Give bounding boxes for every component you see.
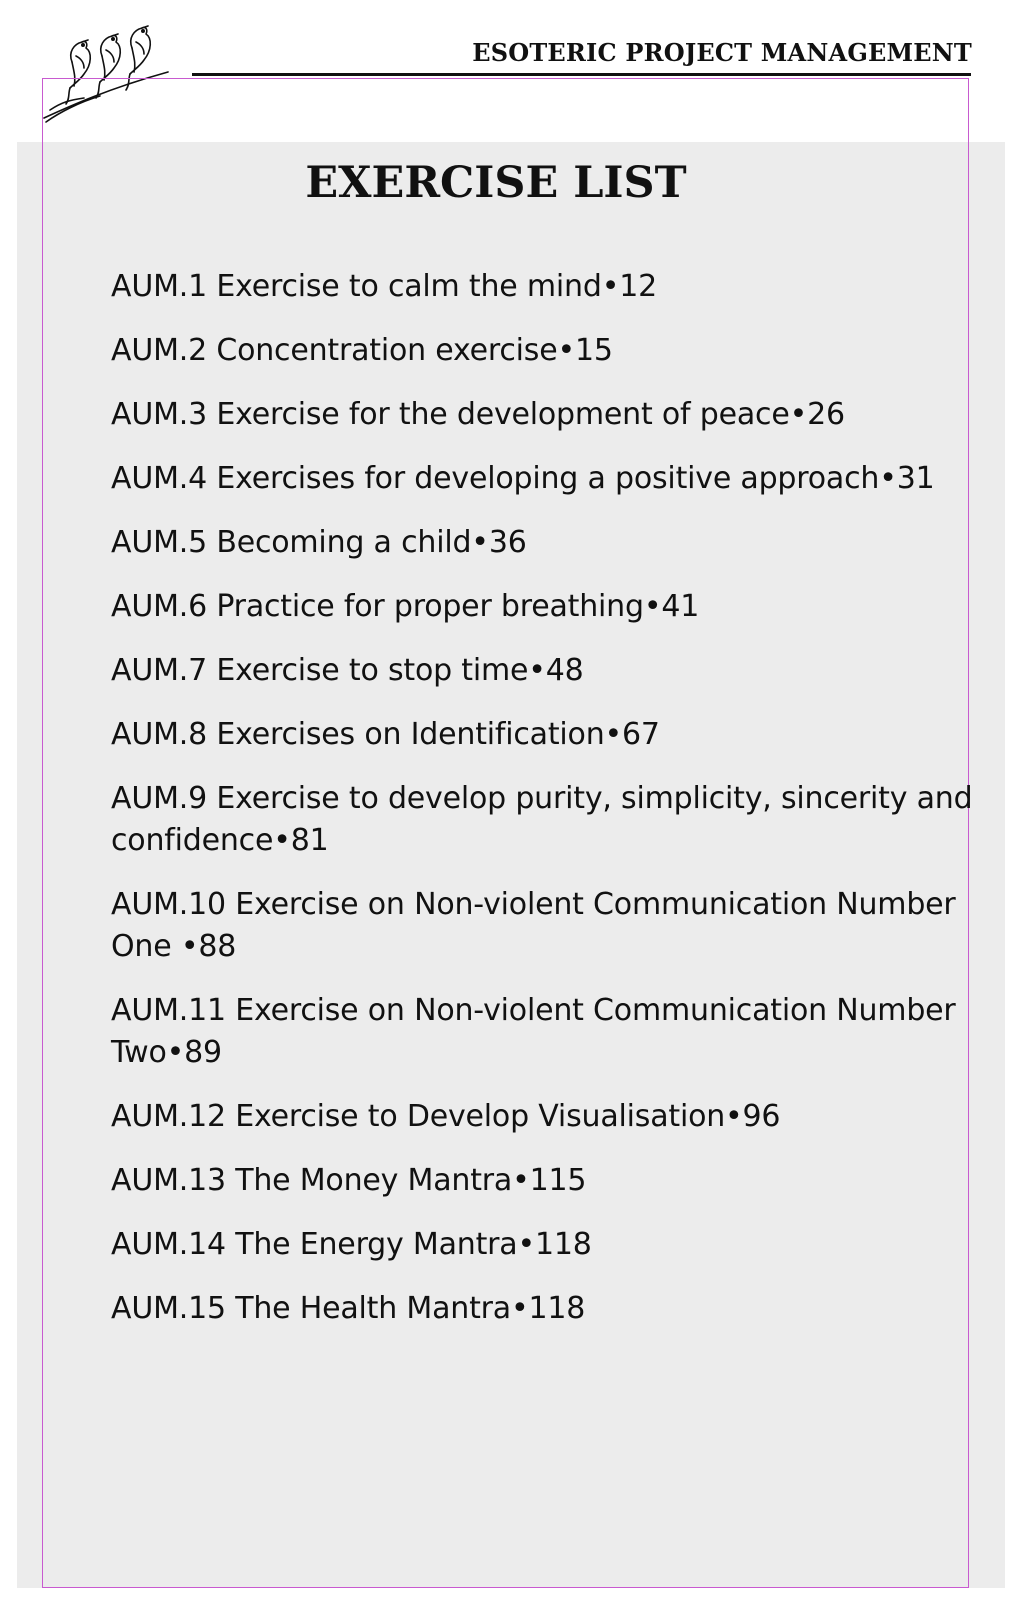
page-title: EXERCISE LIST: [305, 158, 687, 208]
exercise-page-number: 118: [528, 1291, 586, 1326]
exercise-title: AUM.15 The Health Mantra•: [111, 1291, 529, 1326]
exercise-title: AUM.3 Exercise for the development of peace•: [111, 397, 808, 432]
exercise-list-item: [111, 330, 986, 372]
exercise-page-number: 31: [896, 461, 935, 496]
exercise-list-item: [111, 586, 986, 628]
exercise-list-item: [111, 1160, 986, 1202]
exercise-page-number: 41: [661, 589, 700, 624]
exercise-list-item: [111, 778, 986, 862]
exercise-page-number: 67: [622, 717, 660, 752]
exercise-title: AUM.12 Exercise to Develop Visualisation•: [111, 1099, 743, 1134]
exercise-title: AUM.11 Exercise on Non-violent Communication Number Two•: [111, 993, 956, 1070]
exercise-title: AUM.2 Concentration exercise•: [111, 333, 575, 368]
exercise-title: AUM.10 Exercise on Non-violent Communication Number One •: [111, 887, 956, 964]
exercise-page-number: 118: [534, 1227, 592, 1262]
exercise-list-item: [111, 1224, 986, 1266]
exercise-title: AUM.4 Exercises for developing a positive approach•: [111, 461, 897, 496]
exercise-title: AUM.9 Exercise to develop purity, simplicity, sincerity and confidence•: [111, 781, 973, 858]
exercise-page-number: 26: [807, 397, 845, 432]
running-header-title: ESOTERIC PROJECT MANAGEMENT: [472, 38, 972, 67]
exercise-title: AUM.13 The Money Mantra•: [111, 1163, 530, 1198]
exercise-page-number: 89: [184, 1035, 222, 1070]
exercise-list-item: [111, 1288, 986, 1330]
exercise-title: AUM.6 Practice for proper breathing•: [111, 589, 662, 624]
birds-logo-icon: [40, 22, 172, 126]
exercise-list-item: [111, 714, 986, 756]
exercise-title: AUM.8 Exercises on Identification•: [111, 717, 623, 752]
exercise-page-number: 36: [488, 525, 527, 560]
exercise-title: AUM.1 Exercise to calm the mind•: [111, 269, 620, 304]
exercise-list: [111, 266, 986, 1352]
exercise-list-item: [111, 650, 986, 692]
exercise-title: AUM.14 The Energy Mantra•: [111, 1227, 535, 1262]
exercise-page-number: 96: [742, 1099, 781, 1134]
header-rule: [192, 73, 971, 76]
exercise-list-item: [111, 1096, 986, 1138]
exercise-page-number: 48: [545, 653, 584, 688]
exercise-page-number: 88: [198, 929, 237, 964]
exercise-list-item: [111, 458, 986, 500]
exercise-list-item: [111, 394, 986, 436]
exercise-page-number: 81: [290, 823, 329, 858]
exercise-list-item: [111, 266, 986, 308]
exercise-page-number: 12: [619, 269, 657, 304]
exercise-list-item: [111, 990, 986, 1074]
exercise-list-item: [111, 522, 986, 564]
exercise-title: AUM.7 Exercise to stop time•: [111, 653, 546, 688]
exercise-page-number: 115: [529, 1163, 587, 1198]
exercise-list-item: [111, 884, 986, 968]
exercise-title: AUM.5 Becoming a child•: [111, 525, 489, 560]
exercise-page-number: 15: [575, 333, 613, 368]
